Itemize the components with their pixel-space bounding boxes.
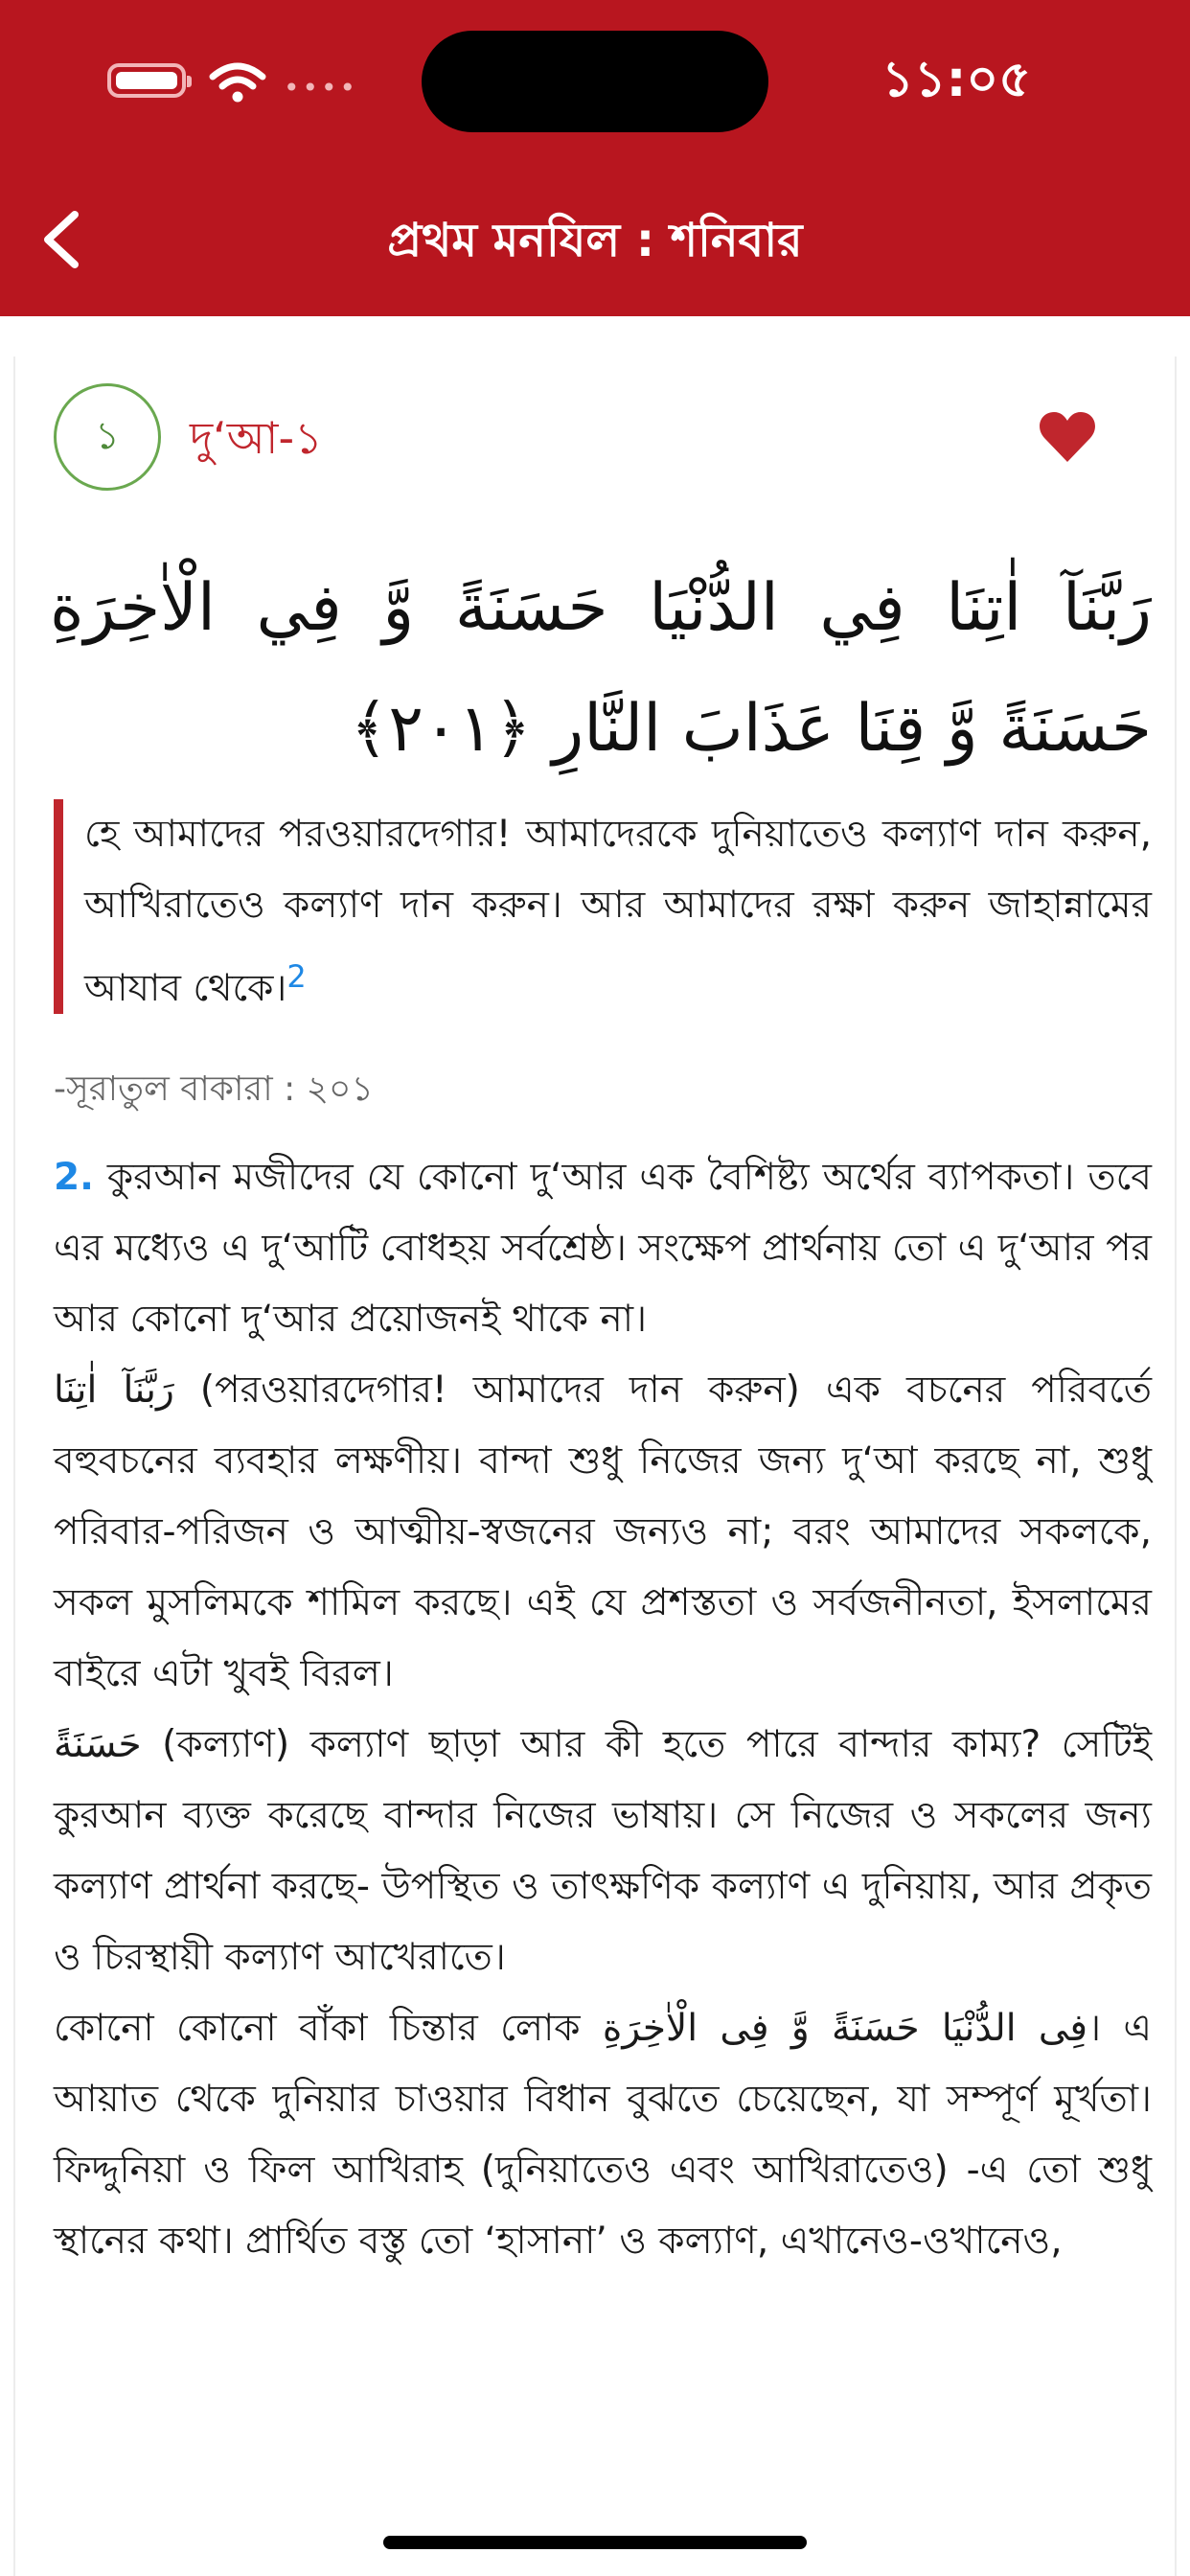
dynamic-island: [422, 31, 768, 132]
arabic-verse: رَبَّنَآ اٰتِنَا فِي الدُّنْيَا حَسَنَةً وَّ فِي الْاٰخِرَةِ حَسَنَةً وَّ قِنَا عَذَابَ النَّارِ ﴿٢٠١﴾: [50, 570, 1152, 767]
cellular-signal-icon: ••••: [284, 72, 359, 104]
verse-source: -সূরাতুল বাকারা : ২০১: [54, 1070, 374, 1109]
dua-number: ১: [95, 413, 120, 458]
battery-icon: [107, 63, 186, 98]
status-bar: [0, 0, 1190, 163]
footnote-paragraph: حَسَنَةً (কল্যাণ) কল্যাণ ছাড়া আর কী হতে পারে বান্দার কাম্য? সেটিই কুরআন ব্যক্ত করেছে বান্দার নিজের ভাষায়। সে নিজের ও সকলের জন্য কল্যাণ প্রার্থনা করছে- উপস্থিত ও তাৎক্ষণিক কল্যাণ এ দুনিয়ায়, আর প্রকৃত ও চিরস্থায়ী কল্যাণ আখেরাতে।: [54, 1723, 1152, 1979]
footnote-text: কুরআন মজীদের যে কোনো দু‘আর এক বৈশিষ্ট্য অর্থের ব্যাপকতা। তবে এর মধ্যেও এ দু‘আটি বোধহয় সর্বশ্রেষ্ঠ। সংক্ষেপ প্রার্থনায় তো এ দু‘আর পর আর কোনো দু‘আর প্রয়োজনই থাকে না।: [54, 1156, 1152, 1341]
home-indicator[interactable]: [383, 2536, 807, 2549]
dua-label: দু‘আ-১: [190, 412, 323, 464]
footnote-paragraph: [54, 1142, 1152, 1355]
translation-text: হে আমাদের পরওয়ারদেগার! আমাদেরকে দুনিয়াতেও কল্যাণ দান করুন, আখিরাতেও কল্যাণ দান করুন। আর আমাদের রক্ষা করুন জাহান্নামের আযাব থেকে।: [84, 813, 1152, 1010]
wifi-icon: [209, 61, 266, 104]
heart-icon[interactable]: [1037, 406, 1098, 468]
dua-number-badge: [54, 383, 161, 491]
translation-block: [54, 799, 1152, 1014]
status-time: ১১:০৫: [881, 51, 1031, 108]
footnote-paragraph: কোনো কোনো বাঁকা চিন্তার লোক فِى الدُّنْيَا حَسَنَةً وَّ فِى الْاٰخِرَةِ। এ আয়াত থেকে দুনিয়ার চাওয়ার বিধান বুঝতে চেয়েছেন, যা সম্পূর্ণ মূর্খতা। ফিদ্দুনিয়া ও ফিল আখিরাহ (দুনিয়াতেও এবং আখিরাতেও) -এ তো শুধু স্থানের কথা। প্রার্থিত বস্তু তো ‘হাসানা’ ও কল্যাণ, এখানেও-ওখানেও,: [54, 2007, 1152, 2263]
navigation-bar: [0, 182, 1190, 297]
app-header: [0, 0, 1190, 316]
footnote-block: [54, 1142, 1152, 2277]
dua-card: [13, 356, 1177, 2576]
footnote-number: 2.: [54, 1156, 94, 1199]
footnote-paragraph: رَبَّنَآ اٰتِنَا (পরওয়ারদেগার! আমাদের দান করুন) এক বচনের পরিবর্তে বহুবচনের ব্যবহার লক্ষণীয়। বান্দা শুধু নিজের জন্য দু‘আ করছে না, শুধু পরিবার-পরিজন ও আত্মীয়-স্বজনের জন্যও না; বরং আমাদের সকলকে, সকল মুসলিমকে শামিল করছে। এই যে প্রশস্ততা ও সর্বজনীনতা, ইসলামের বাইরে এটা খুবই বিরল।: [54, 1368, 1153, 1695]
page-title: প্রথম মনযিল : শনিবার: [387, 214, 803, 267]
dua-header: [15, 356, 1179, 519]
footnote-link[interactable]: 2: [286, 958, 307, 995]
